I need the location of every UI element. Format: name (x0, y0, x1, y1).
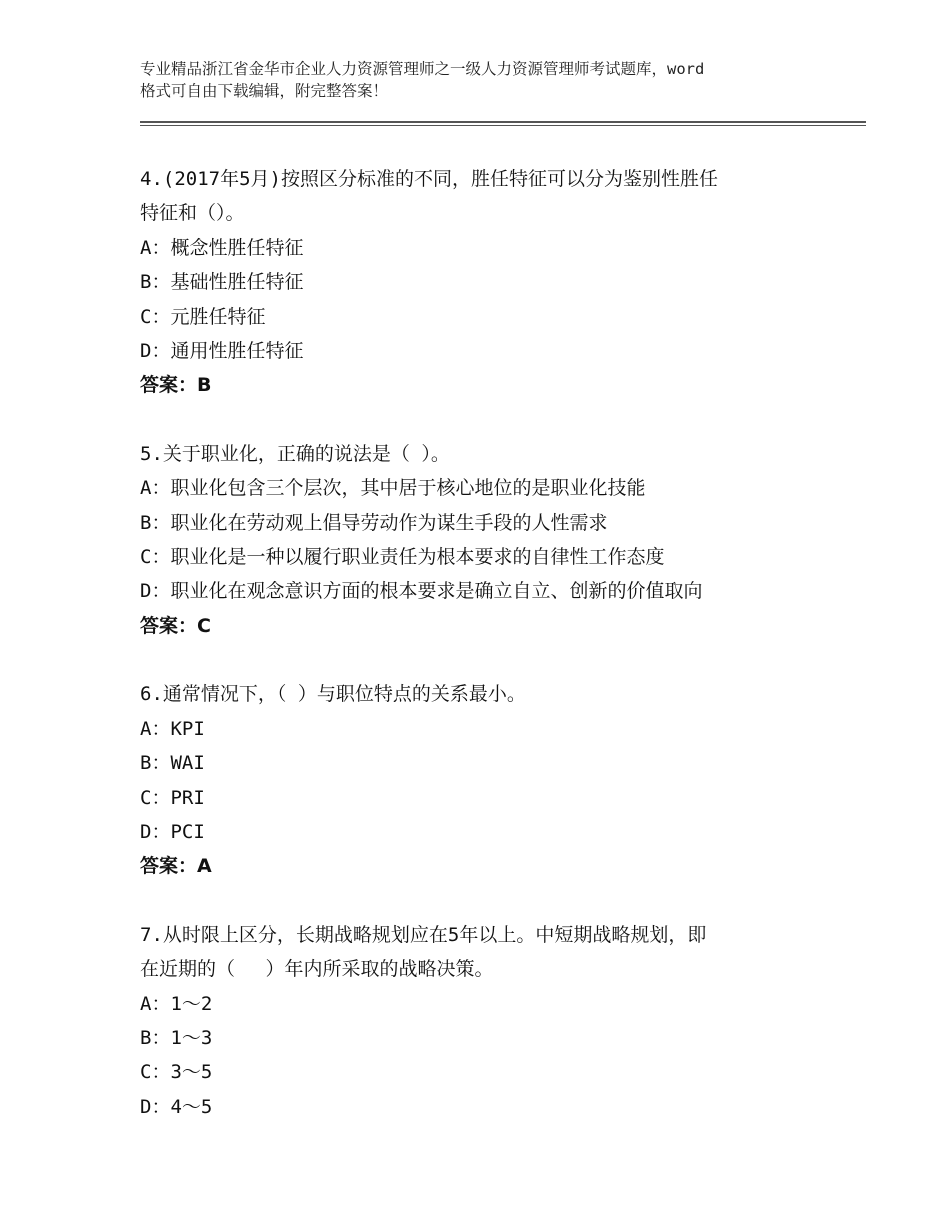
option-c: C：职业化是一种以履行职业责任为根本要求的自律性工作态度 (140, 546, 665, 569)
option-b: B：1～3 (140, 1026, 213, 1049)
answer: 答案：A (140, 855, 212, 878)
option-a: A：概念性胜任特征 (140, 236, 304, 259)
answer: 答案：B (140, 374, 212, 397)
question-text: 4.(2017年5月)按照区分标准的不同，胜任特征可以分为鉴别性胜任 (140, 168, 718, 190)
option-d: D：通用性胜任特征 (140, 340, 304, 363)
option-b: B：基础性胜任特征 (140, 271, 304, 294)
header-rule-thin (140, 125, 866, 126)
header-line-1: 专业精品浙江省金华市企业人力资源管理师之一级人力资源管理师考试题库，word (140, 60, 705, 78)
header-rule-thick (140, 121, 866, 123)
option-c: C：元胜任特征 (140, 305, 266, 328)
question-text: 6.通常情况下，（ ）与职位特点的关系最小。 (140, 683, 526, 706)
option-c: C：PRI (140, 786, 205, 809)
question-list (140, 162, 840, 1158)
option-a: A：KPI (140, 717, 205, 740)
option-b: B：WAI (140, 752, 205, 775)
question-text: 5.关于职业化，正确的说法是（ ）。 (140, 442, 450, 465)
option-b: B：职业化在劳动观上倡导劳动作为谋生手段的人性需求 (140, 511, 608, 534)
question-text: 在近期的（ ）年内所采取的战略决策。 (140, 958, 494, 981)
question-text: 7.从时限上区分，长期战略规划应在5年以上。中短期战略规划，即 (140, 923, 707, 946)
option-a: A：1～2 (140, 992, 213, 1015)
document-header (140, 58, 830, 102)
option-d: D：PCI (140, 820, 205, 843)
question-6 (140, 677, 840, 883)
header-line-2: 格式可自由下载编辑，附完整答案！ (140, 82, 389, 100)
question-4 (140, 162, 840, 403)
question-5 (140, 437, 840, 643)
option-c: C：3～5 (140, 1061, 213, 1084)
option-a: A：职业化包含三个层次，其中居于核心地位的是职业化技能 (140, 477, 646, 500)
answer: 答案：C (140, 614, 211, 637)
option-d: D：4～5 (140, 1095, 213, 1118)
question-7 (140, 918, 840, 1124)
question-text: 特征和（）。 (140, 202, 245, 225)
option-d: D：职业化在观念意识方面的根本要求是确立自立、创新的价值取向 (140, 580, 703, 603)
